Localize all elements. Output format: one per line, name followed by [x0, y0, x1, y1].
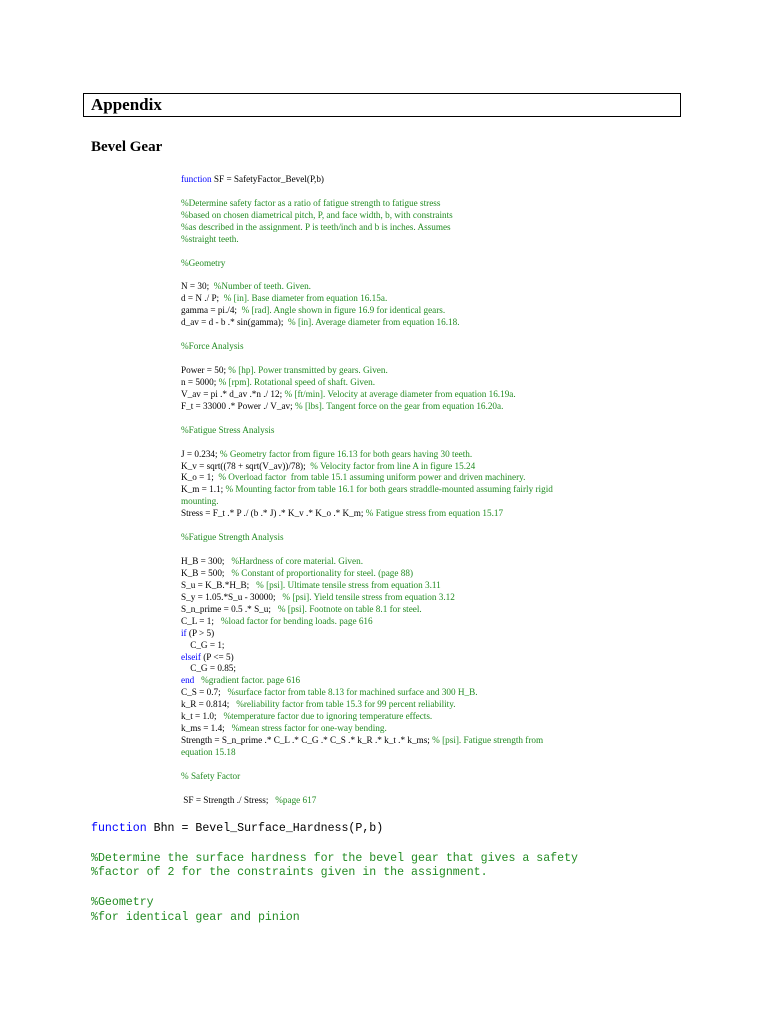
code-line: [91, 852, 578, 867]
code-line: [181, 246, 601, 258]
code-comment: % Mounting factor from table 16.1 for both gears straddle-mounted assuming fairly rigid: [225, 484, 553, 495]
code-text: gamma = pi./4;: [181, 305, 242, 316]
code-line: [181, 449, 601, 461]
code-line: [181, 329, 601, 341]
code-text: N = 30;: [181, 281, 214, 292]
code-keyword: function: [91, 822, 147, 835]
code-line: [181, 174, 601, 186]
code-text: K_B = 500;: [181, 567, 232, 578]
code-line: [181, 210, 601, 222]
code-text: n = 5000;: [181, 376, 219, 387]
safety-factor-code-listing: [181, 174, 601, 807]
code-line: [181, 484, 601, 496]
code-line: [91, 837, 578, 852]
code-comment: %temperature factor due to ignoring temperature effects.: [223, 711, 433, 722]
code-line: [181, 723, 601, 735]
code-text: Strength = S_n_prime .* C_L .* C_G .* C_S .* k_R .* k_t .* k_ms;: [181, 735, 433, 746]
code-comment: % [lbs]. Tangent force on the gear from equation 16.20a.: [295, 400, 504, 411]
code-comment: % Overload factor from table 15.1 assuming uniform power and driven machinery.: [218, 472, 526, 483]
code-comment: % [ft/min]. Velocity at average diameter from equation 16.19a.: [284, 388, 516, 399]
code-text: S_n_prime = 0.5 .* S_u;: [181, 603, 278, 614]
code-line: [181, 341, 601, 353]
code-comment: %Hardness of core material. Given.: [231, 556, 363, 566]
code-line: [181, 508, 601, 520]
code-text: Stress = F_t .* P ./ (b .* J) .* K_v .* K_o .* K_m;: [181, 508, 366, 519]
code-comment: % Velocity factor from line A in figure 15.24: [310, 460, 476, 471]
code-line: [181, 652, 601, 664]
code-line: [181, 616, 601, 628]
section-title: Bevel Gear: [91, 139, 163, 155]
code-line: [181, 472, 601, 484]
code-comment: %Force Analysis: [181, 341, 244, 352]
code-comment: % Geometry factor from figure 16.13 for both gears having 30 teeth.: [219, 448, 473, 459]
code-line: [181, 305, 601, 317]
code-line: [181, 293, 601, 305]
code-text: Bhn = Bevel_Surface_Hardness(P,b): [146, 822, 384, 835]
code-text: C_L = 1;: [181, 615, 221, 626]
code-comment: %load factor for bending loads. page 616: [220, 615, 373, 626]
code-comment: % [psi]. Footnote on table 8.1 for steel.: [277, 603, 422, 614]
code-line: [91, 866, 578, 881]
code-text: k_R = 0.814;: [181, 699, 237, 710]
code-text: C_G = 1;: [181, 639, 225, 650]
code-text: (P <= 5): [200, 651, 234, 662]
code-text: SF = Strength ./ Stress;: [181, 794, 276, 805]
code-line: [181, 771, 601, 783]
code-line: [181, 425, 601, 437]
code-text: J = 0.234;: [181, 448, 220, 459]
code-text: k_ms = 1.4;: [181, 723, 232, 734]
code-comment: % [in]. Base diameter from equation 16.15a.: [223, 293, 388, 304]
code-line: [181, 437, 601, 449]
code-comment: %mean stress factor for one-way bending.: [231, 723, 387, 734]
code-comment: mounting.: [181, 496, 219, 507]
code-text: V_av = pi .* d_av .*n ./ 12;: [181, 388, 285, 399]
surface-hardness-code-listing: [91, 822, 578, 926]
code-line: [181, 747, 601, 759]
code-line: [91, 911, 578, 926]
code-comment: % Constant of proportionality for steel. (page 88): [231, 567, 414, 578]
code-comment: %for identical gear and pinion: [91, 910, 300, 924]
code-line: [181, 544, 601, 556]
appendix-title: Appendix: [91, 95, 162, 114]
code-line: [181, 640, 601, 652]
code-line: [181, 520, 601, 532]
code-comment: %gradient factor. page 616: [201, 675, 301, 686]
code-line: [181, 377, 601, 389]
code-text: C_S = 0.7;: [181, 687, 228, 698]
code-comment: %straight teeth.: [181, 233, 239, 244]
code-comment: %factor of 2 for the constraints given in the assignment.: [91, 866, 488, 880]
code-comment: % [hp]. Power transmitted by gears. Given.: [228, 365, 388, 375]
code-comment: % Safety Factor: [181, 770, 241, 781]
code-line: [181, 783, 601, 795]
code-text: S_y = 1.05.*S_u - 30000;: [181, 591, 283, 602]
code-line: [181, 461, 601, 473]
code-line: [181, 496, 601, 508]
code-text: (P > 5): [186, 627, 215, 638]
code-line: [181, 270, 601, 282]
code-line: [181, 592, 601, 604]
code-text: S_u = K_B.*H_B;: [181, 579, 257, 590]
code-line: [181, 186, 601, 198]
code-line: [91, 881, 578, 896]
code-comment: %reliability factor from table 15.3 for 99 percent reliability.: [236, 699, 456, 710]
code-line: [181, 556, 601, 568]
code-comment: %Geometry: [91, 895, 154, 909]
code-comment: %Fatigue Strength Analysis: [181, 532, 284, 543]
code-keyword: if: [181, 627, 187, 638]
code-comment: % [psi]. Fatigue strength from: [432, 735, 544, 746]
code-line: [181, 353, 601, 365]
code-text: SF = SafetyFactor_Bevel(P,b): [211, 174, 324, 184]
code-line: [181, 365, 601, 377]
code-comment: % [psi]. Ultimate tensile stress from equation 3.11: [256, 579, 441, 590]
code-text: K_o = 1;: [181, 472, 219, 483]
code-comment: %Determine safety factor as a ratio of fatigue strength to fatigue stress: [181, 197, 441, 208]
code-line: [181, 628, 601, 640]
code-comment: %Number of teeth. Given.: [213, 281, 311, 292]
code-text: Power = 50;: [181, 365, 229, 375]
code-comment: % Fatigue stress from equation 15.17: [365, 508, 504, 519]
code-line: [181, 389, 601, 401]
code-comment: %surface factor from table 8.13 for machined surface and 300 H_B.: [227, 687, 478, 698]
code-line: [181, 759, 601, 771]
code-keyword: elseif: [181, 651, 201, 662]
code-comment: % [rad]. Angle shown in figure 16.9 for identical gears.: [241, 305, 446, 316]
code-comment: %based on chosen diametrical pitch, P, and face width, b, with constraints: [181, 209, 453, 220]
code-line: [91, 896, 578, 911]
code-comment: % [rpm]. Rotational speed of shaft. Given.: [218, 376, 375, 387]
code-comment: %as described in the assignment. P is teeth/inch and b is inches. Assumes: [181, 221, 451, 232]
code-text: H_B = 300;: [181, 556, 232, 566]
code-line: [181, 580, 601, 592]
code-text: d_av = d - b .* sin(gamma);: [181, 317, 288, 328]
code-line: [181, 222, 601, 234]
code-line: [181, 258, 601, 270]
code-text: k_t = 1.0;: [181, 711, 224, 722]
code-line: [181, 675, 601, 687]
code-line: [181, 735, 601, 747]
code-line: [181, 663, 601, 675]
code-text: d = N ./ P;: [181, 293, 224, 304]
code-comment: % [psi]. Yield tensile stress from equation 3.12: [282, 591, 455, 602]
code-line: [181, 234, 601, 246]
code-line: [181, 699, 601, 711]
code-text: K_m = 1.1;: [181, 484, 226, 495]
code-line: [181, 711, 601, 723]
code-comment: % [in]. Average diameter from equation 16.18.: [288, 317, 460, 328]
code-line: [181, 795, 601, 807]
code-text: F_t = 33000 .* Power ./ V_av;: [181, 400, 295, 411]
code-comment: %Determine the surface hardness for the bevel gear that gives a safety: [91, 851, 579, 865]
code-line: [181, 604, 601, 616]
code-text: C_G = 0.85;: [181, 663, 236, 674]
code-comment: equation 15.18: [181, 747, 236, 757]
code-keyword: end: [181, 675, 195, 686]
code-line: [181, 317, 601, 329]
code-line: [181, 687, 601, 699]
code-line: [181, 413, 601, 425]
code-comment: %page 617: [275, 794, 317, 805]
code-line: [181, 198, 601, 210]
code-line: [91, 822, 578, 837]
code-line: [181, 401, 601, 413]
code-comment: %Fatigue Stress Analysis: [181, 424, 275, 435]
code-keyword: function: [181, 174, 212, 184]
code-comment: %Geometry: [181, 257, 226, 268]
appendix-heading-box: [83, 93, 681, 117]
code-line: [181, 568, 601, 580]
code-line: [181, 281, 601, 293]
code-line: [181, 532, 601, 544]
code-text: K_v = sqrt((78 + sqrt(V_av))/78);: [181, 460, 311, 471]
